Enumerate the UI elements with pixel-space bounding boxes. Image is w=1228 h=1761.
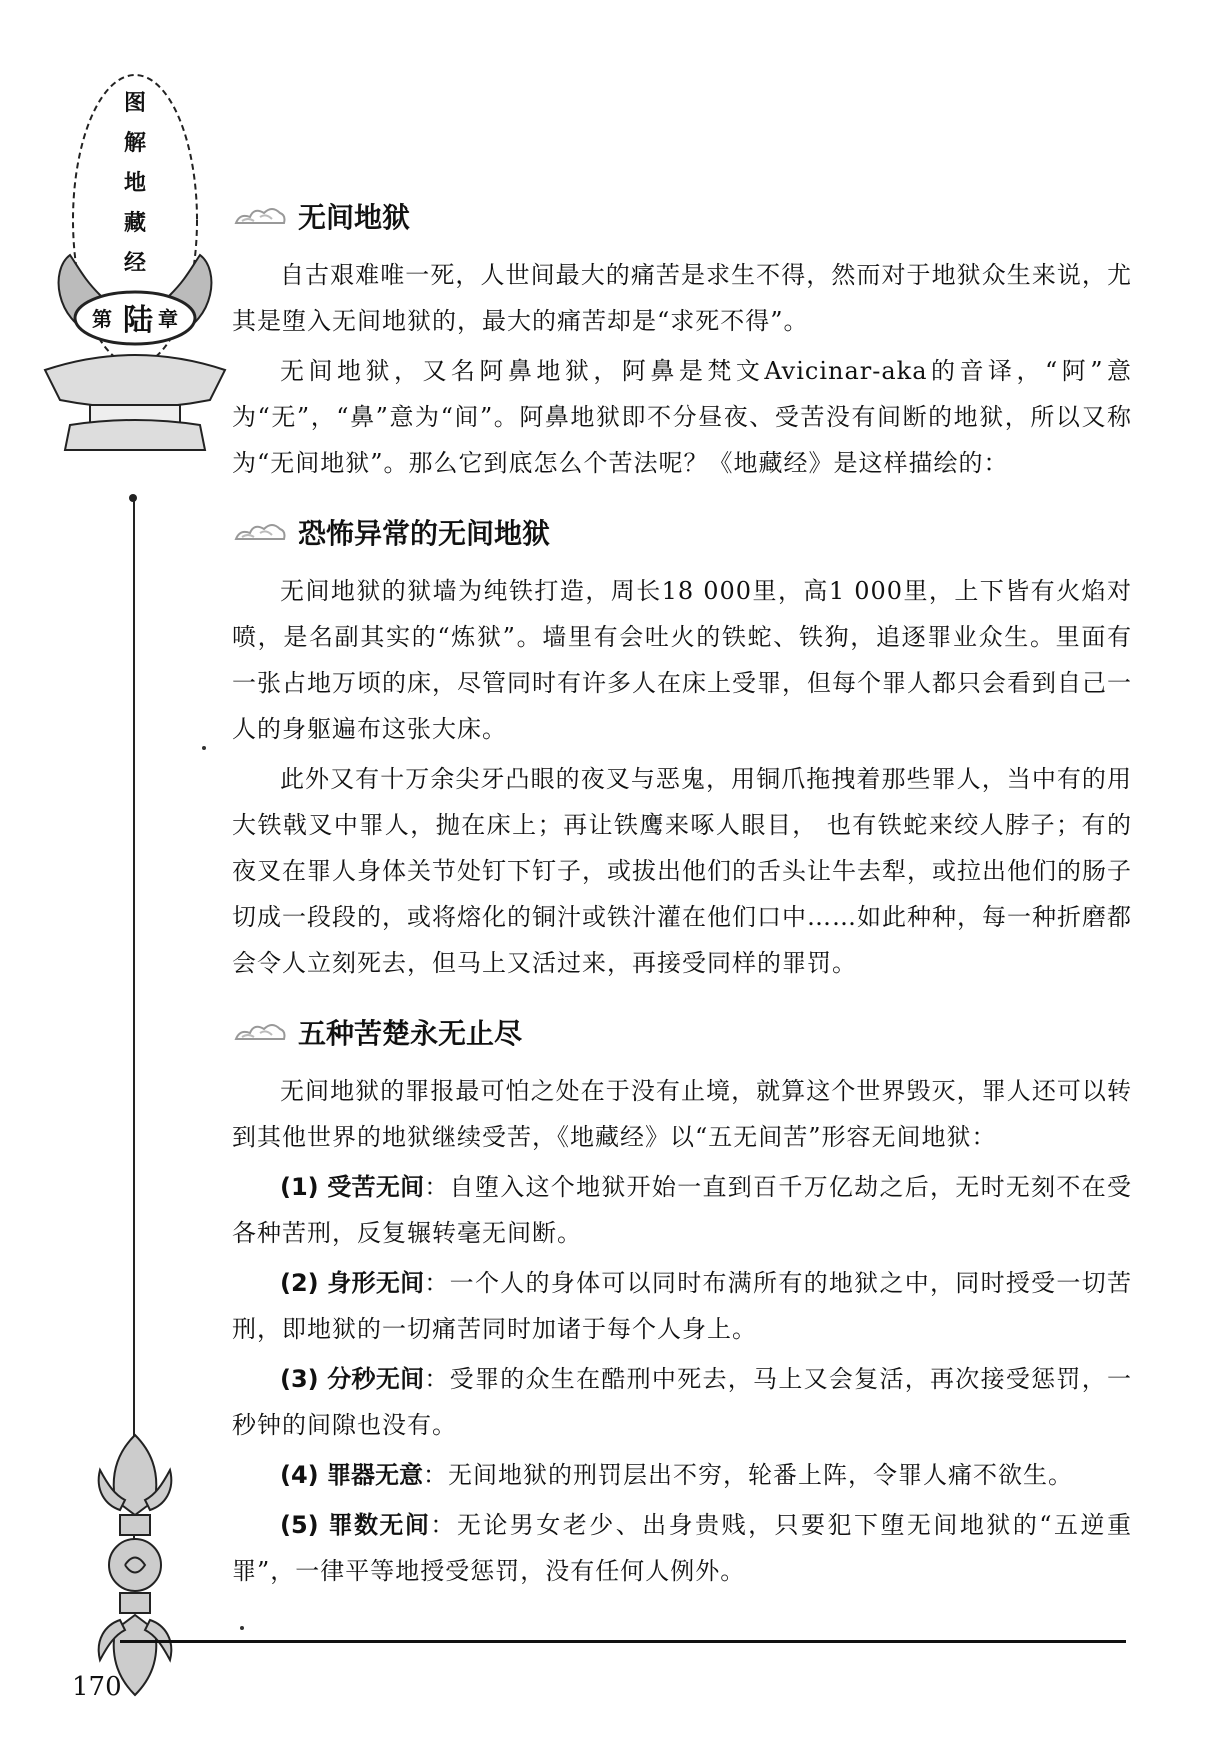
list-item xyxy=(232,1260,1132,1352)
paragraph: 无间地狱，又名阿鼻地狱，阿鼻是梵文Avicinar-aka的音译，“阿”意为“无”，“鼻”意为“间”。阿鼻地狱即不分昼夜、受苦没有间断的地狱，所以又称为“无间地狱”。那么它到底怎么个苦法呢？《地藏经》是这样描绘的： xyxy=(232,357,1132,477)
list-item-label: (1) 受苦无间 xyxy=(280,1173,425,1201)
list-item-label: (2) 身形无间 xyxy=(280,1269,425,1297)
book-emblem xyxy=(40,70,230,490)
section-wujian-diyu xyxy=(232,196,1132,486)
vajra-ornament-icon xyxy=(90,1430,180,1700)
cloud-icon xyxy=(232,517,288,547)
paragraph: 无间地狱的狱墙为纯铁打造，周长18 000里，高1 000里，上下皆有火焰对喷，是名副其实的“炼狱”。墙里有会吐火的铁蛇、铁狗，追逐罪业众生。里面有一张占地万顷的床，尽管同时有许多人在床上受罪，但每个罪人都只会看到自己一人的身躯遍布这张大床。 xyxy=(232,577,1132,743)
section-heading xyxy=(232,512,1132,552)
cloud-icon xyxy=(232,1017,288,1047)
paragraph: 自古艰难唯一死，人世间最大的痛苦是求生不得，然而对于地狱众生来说，尤其是堕入无间地狱的，最大的痛苦却是“求死不得”。 xyxy=(232,261,1132,335)
list-item-label: (4) 罪器无意 xyxy=(280,1461,423,1489)
scan-speck xyxy=(202,746,206,750)
emblem-chapter-right: 章 xyxy=(158,307,178,331)
section-title: 无间地狱 xyxy=(298,201,411,234)
list-item-text: ：无论男女老少、出身贵贱，只要犯下堕无间地狱的“五逆重罪”，一律平等地授受惩罚，没有任何人例外。 xyxy=(232,1511,1132,1585)
emblem-title-char: 经 xyxy=(123,251,147,276)
main-content xyxy=(232,196,1132,1598)
section-heading xyxy=(232,1012,1132,1052)
footer-rule xyxy=(120,1640,1126,1643)
emblem-title-char: 藏 xyxy=(123,211,147,236)
list-item xyxy=(232,1164,1132,1256)
page-number: 170 xyxy=(72,1672,122,1702)
list-item-label: (3) 分秒无间 xyxy=(280,1365,425,1393)
list-item-label: (5) 罪数无间 xyxy=(280,1511,431,1539)
cloud-icon xyxy=(232,201,288,231)
list-item-text: ：一个人的身体可以同时布满所有的地狱之中，同时授受一切苦刑，即地狱的一切痛苦同时加诸于每个人身上。 xyxy=(232,1269,1132,1343)
list-item-text: ：受罪的众生在酷刑中死去，马上又会复活，再次接受惩罚，一秒钟的间隙也没有。 xyxy=(232,1365,1132,1439)
section-heading xyxy=(232,196,1132,236)
emblem-title-char: 图 xyxy=(123,91,147,116)
section-title: 恐怖异常的无间地狱 xyxy=(298,517,551,550)
emblem-title-char: 地 xyxy=(123,171,147,196)
section-title: 五种苦楚永无止尽 xyxy=(298,1017,523,1050)
paragraph: 无间地狱的罪报最可怕之处在于没有止境，就算这个世界毁灭，罪人还可以转到其他世界的地狱继续受苦，《地藏经》以“五无间苦”形容无间地狱： xyxy=(232,1077,1132,1151)
list-item xyxy=(232,1356,1132,1448)
emblem-chapter-number: 陆 xyxy=(123,303,153,338)
emblem-chapter-left: 第 xyxy=(92,307,112,331)
paragraph: 此外又有十万余尖牙凸眼的夜叉与恶鬼，用铜爪拖拽着那些罪人，当中有的用大铁戟叉中罪人，抛在床上；再让铁鹰来啄人眼目， 也有铁蛇来绞人脖子；有的夜叉在罪人身体关节处钉下钉子，或拔出他们的舌头让牛去犁，或拉出他们的肠子切成一段段的，或将熔化的铜汁或铁汁灌在他们口中……如此种种，每一种折磨都会令人立刻死去，但马上又活过来，再接受同样的罪罚。 xyxy=(232,765,1132,977)
list-item-text: ：自堕入这个地狱开始一直到百千万亿劫之后，无时无刻不在受各种苦刑，反复辗转毫无间断。 xyxy=(232,1173,1132,1247)
emblem-title-char: 解 xyxy=(123,131,147,156)
section-kongbu-wujian xyxy=(232,512,1132,986)
scan-speck xyxy=(240,1626,244,1630)
list-item xyxy=(232,1502,1132,1594)
sidebar-line xyxy=(133,500,135,1580)
list-item-text: ：无间地狱的刑罚层出不穷，轮番上阵，令罪人痛不欲生。 xyxy=(423,1461,1073,1489)
section-wuzhong-kuchu xyxy=(232,1012,1132,1594)
list-item xyxy=(232,1452,1132,1498)
